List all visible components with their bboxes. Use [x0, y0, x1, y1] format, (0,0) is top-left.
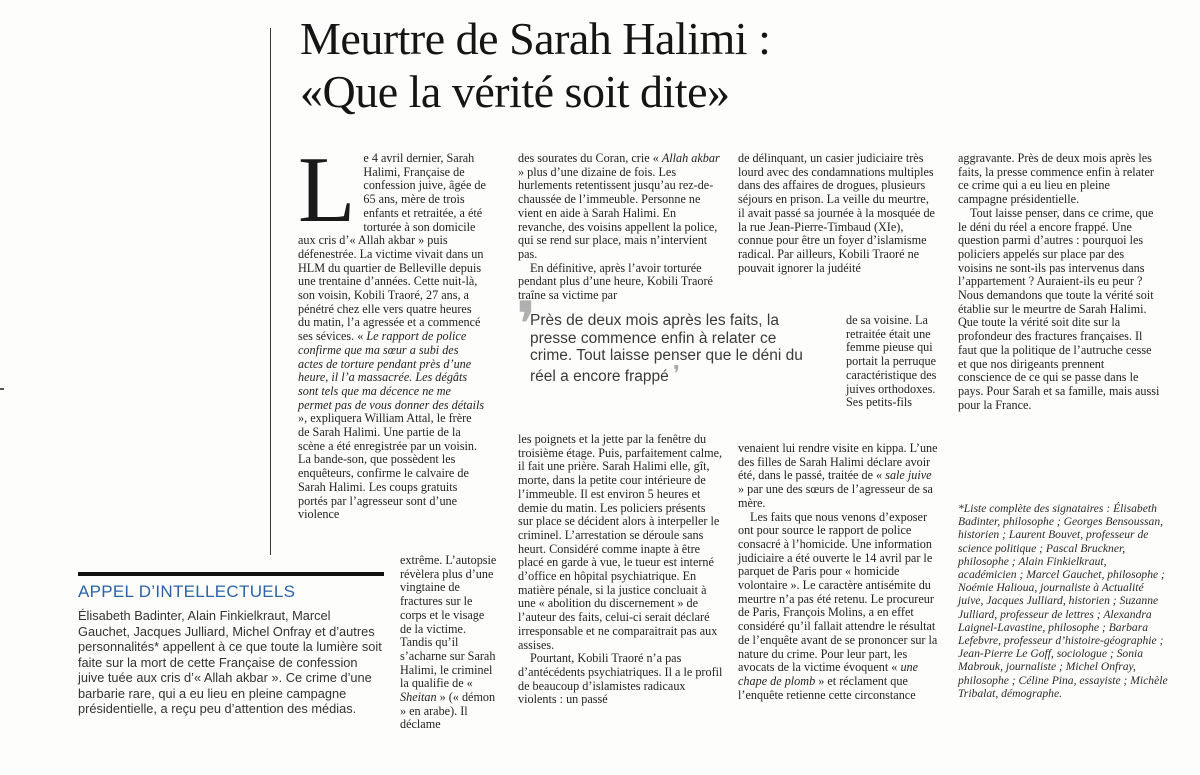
quote-close-icon: ❜	[673, 360, 681, 386]
quote-open-icon: ❜	[516, 290, 537, 361]
article-column-2-continued: les poignets et la jette par la fenêtre du troisième étage. Puis, parfaitement calme, il fait une prière. Sarah Halimi elle, gît, morte, dans la petite cour intérieure de l’immeuble. Il est environ 5 heures et demie du matin. Les policiers présents sur place se décident alors à interpeller le criminel. L’arrestation se déroule sans heurt. Considéré comme inapte à être placé en garde à vue, le tueur est interné d’office en hôpital psychiatrique. En matière pénale, si la justice concluait à une « abolition du discernement » de l’auteur des faits, celui-ci serait déclaré irresponsable et ne comparaitrait pas aux assises. Pourtant, Kobili Traoré n’a pas d’antécédents psychiatriques. Il a le profil de beaucoup d’islamistes radicaux violents : un passé	[518, 432, 723, 707]
lead-paragraph: Le 4 avril dernier, Sarah Halimi, Française de confession juive, âgée de 65 ans, mère de trois enfants et retraitée, a été torturée à son domicile aux cris d’« Allah akbar » puis défenestrée. La victime vivait dans un HLM du quartier de Belleville depuis une trentaine d’années. Cette nuit-là, son voisin, Kobili Traoré, 27 ans, a pénétré chez elle vers quatre heures du matin, l’a agressée et a commencé ses sévices. « Le rapport de police confirme que ma sœur a subi des actes de torture pendant près d’une heure, il l’a massacrée. Les dégâts sont tels que ma décence ne me permet pas de vous donner des détails », expliquera William Attal, le frère de Sarah Halimi. Une partie de la scène a été enregistrée par un voisin. La bande-son, que possèdent les enquêteurs, confirme le calvaire de Sarah Halimi. Les coups gratuits portés par l’agresseur sont d’une violence	[298, 138, 486, 522]
article-column-1-continued: extrême. L’autopsie révèlera plus d’une vingtaine de fractures sur le corps et le visage de la victime. Tandis qu’il s’acharne sur Sarah Halimi, le criminel la qualifie de « Sheitan » (« démon » en arabe). Il déclame	[400, 553, 497, 732]
headline-line-2: «Que la vérité soit dite»	[300, 66, 730, 117]
sidebar-text: Élisabeth Badinter, Alain Finkielkraut, Marcel Gauchet, Jacques Julliard, Michel Onfray et d’autres personnalités* appellent à ce que toute la lumière soit faite sur la mort de cette Française de confession juive tuée aux cris d’« Allah akbar ». Ce crime d’une barbarie rare, qui a eu lieu en pleine campagne présidentielle, a reçu peu d’attention des médias.	[78, 608, 382, 716]
signatories-list: *Liste complète des signataires : Élisabeth Badinter, philosophe ; Georges Bensoussan, historien ; Laurent Bouvet, professeur de science politique ; Pascal Bruckner, philosophe ; Alain Finkielkraut, académicien ; Marcel Gauchet, philosophe ; Noémie Halioua, journaliste à Actualité juive, Jacques Julliard, historien ; Suzanne Julliard, professeur de lettres ; Alexandra Laignel-Lavastine, philosophe ; Barbara Lefebvre, professeur d’histoire-géographie ; Jean-Pierre Le Goff, sociologue ; Sonia Mabrouk, journaliste ; Michel Onfray, philosophe ; Céline Pina, essayiste ; Michèle Tribalat, démographe.	[958, 502, 1168, 700]
edge-mark	[0, 388, 4, 390]
article-column-3-continued: venaient lui rendre visite en kippa. L’une des filles de Sarah Halimi déclare avoir été, dans le passé, traitée de « sale juive » par une des sœurs de l’agresseur de sa mère. Les faits que nous venons d’exposer ont pour source le rapport de police consacré à l’homicide. Une information judiciaire a été ouverte le 14 avril par le parquet de Paris pour « homicide volontaire ». Le caractère antisémite du meurtre n’a pas été retenu. Le procureur de Paris, François Molins, a en effet considéré qu’il fallait attendre le résultat de l’enquête avant de se prononcer sur la nature du crime. Pour leur part, les avocats de la victime évoquent « une chape de plomb » et réclament que l’enquête retienne cette circonstance	[738, 441, 938, 702]
headline	[300, 12, 1180, 118]
article-column-4: aggravante. Près de deux mois après les faits, la presse commence enfin à relater ce crime qui a eu lieu en pleine campagne présidentielle. Tout laisse penser, dans ce crime, que le déni du réel a encore frappé. Une question parmi d’autres : pourquoi les policiers appelés sur place par des voisins ne sont-ils pas intervenus dans l’appartement ? Auraient-ils eu peur ? Nous demandons que toute la vérité soit établie sur le meurtre de Sarah Halimi. Que toute la vérité soit dite sur la profondeur des fractures françaises. Il faut que la politique de l’autruche cesse et que nos dirigeants prennent conscience de ce qui se passe dans le pays. Pour Sarah et sa famille, mais aussi pour la France.	[958, 151, 1160, 412]
article-column-2: des sourates du Coran, crie « Allah akbar » plus d’une dizaine de fois. Les hurlements retentissent jusqu’au rez-de-chaussée de l’immeuble. Personne ne vient en aide à Sarah Halimi. En revanche, des voisins appellent la police, qui se rend sur place, mais n’intervient pas. En définitive, après l’avoir torturée pendant plus d’une heure, Kobili Traoré traîne sa victime par	[518, 151, 720, 303]
article-column-3: de délinquant, un casier judiciaire très lourd avec des condamnations multiples dans des affaires de drogues, plusieurs séjours en prison. La veille du meurtre, il avait passé sa journée à la mosquée de la rue Jean-Pierre-Timbaud (XIe), connue pour être un foyer d’islamisme radical. Par ailleurs, Kobili Traoré ne pouvait ignorer la judéité	[738, 151, 935, 275]
column-divider	[270, 28, 271, 555]
police-quote: Le rapport de police confirme que ma sœur a subi des actes de torture pendant près d’une heure, il l’a massacrée. Les dégâts sont tels que ma décence ne me permet pas de vous donner des détails	[298, 329, 485, 412]
article-column-1	[298, 138, 486, 522]
pull-quote	[516, 290, 820, 386]
pull-quote-text: Près de deux mois après les faits, la presse commence enfin à relater ce crime. Tout laisse penser que le déni du réel a encore frappé	[530, 312, 803, 385]
article-column-3-narrow: de sa voisine. La retraitée était une femme pieuse qui portait la perruque caractéristique des juives orthodoxes. Ses petits-fils	[846, 313, 937, 410]
sidebar-heading: APPEL D’INTELLECTUELS	[78, 582, 296, 601]
headline-line-1: Meurtre de Sarah Halimi :	[300, 13, 771, 64]
drop-cap: L	[298, 138, 356, 242]
sidebar-box	[78, 572, 384, 717]
